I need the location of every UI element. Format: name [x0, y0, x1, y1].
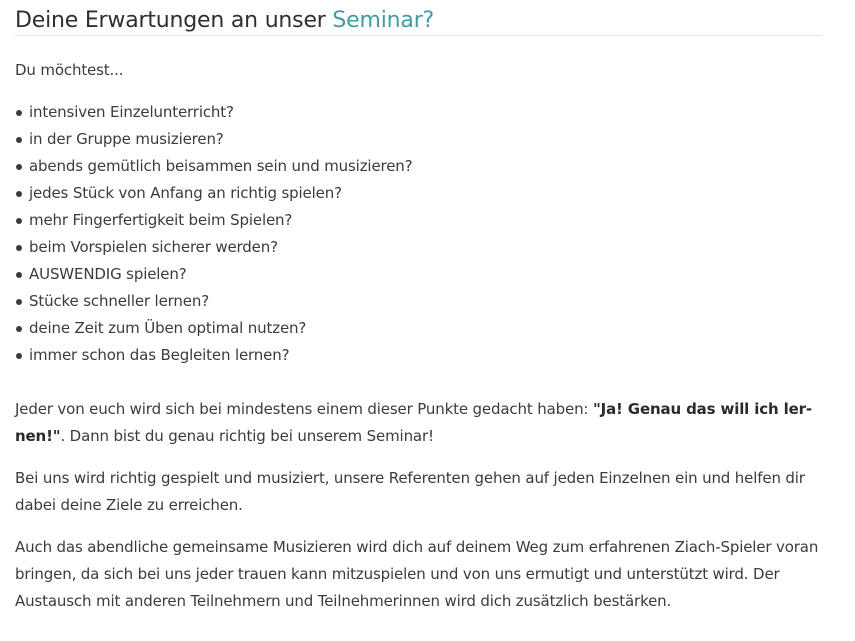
list-item: abends gemütlich beisammen sein und musizieren?	[15, 153, 822, 180]
expectations-list	[15, 99, 822, 369]
intro-text: Du möchtest...	[15, 61, 124, 79]
list-item: beim Vorspielen sicherer werden?	[15, 234, 822, 261]
paragraph-reaction-quote: "Ja! Genau das will ich ler-nen!"	[15, 400, 812, 445]
paragraph-reaction-lead: Jeder von euch wird sich bei mindestens einem dieser Punkte gedacht haben:	[15, 400, 593, 418]
paragraph-evening-music: Auch das abendliche gemeinsame Musizieren wird dich auf deinem Weg zum erfahrenen Ziach-Spieler voran bringen, da sich bei uns jeder trauen kann mitzuspielen und von uns ermutigt und unterstützt wird. Der Austausch mit anderen Teilnehmern und Teilnehmerinnen wird dich zusätzlich bestärken.	[15, 538, 819, 610]
list-item: intensiven Einzelunterricht?	[15, 99, 822, 126]
paragraph-referents: Bei uns wird richtig gespielt und musiziert, unsere Referenten gehen auf jeden Einzelnen ein und helfen dir dabei deine Ziele zu erreichen.	[15, 469, 805, 514]
heading-accent-text: Seminar?	[332, 8, 435, 33]
list-item: deine Zeit zum Üben optimal nutzen?	[15, 315, 822, 342]
list-item: AUSWENDIG spielen?	[15, 261, 822, 288]
list-item: immer schon das Begleiten lernen?	[15, 342, 822, 369]
heading-divider	[15, 35, 822, 36]
list-item: in der Gruppe musizieren?	[15, 126, 822, 153]
paragraph-reaction-tail: . Dann bist du genau richtig bei unserem Seminar!	[60, 427, 434, 445]
list-item: mehr Fingerfertigkeit beim Spielen?	[15, 207, 822, 234]
list-item: jedes Stück von Anfang an richtig spielen?	[15, 180, 822, 207]
heading-text: Deine Erwartungen an unser	[15, 8, 333, 33]
section-heading	[15, 0, 822, 35]
list-item: Stücke schneller lernen?	[15, 288, 822, 315]
paragraph-reaction	[15, 396, 822, 450]
